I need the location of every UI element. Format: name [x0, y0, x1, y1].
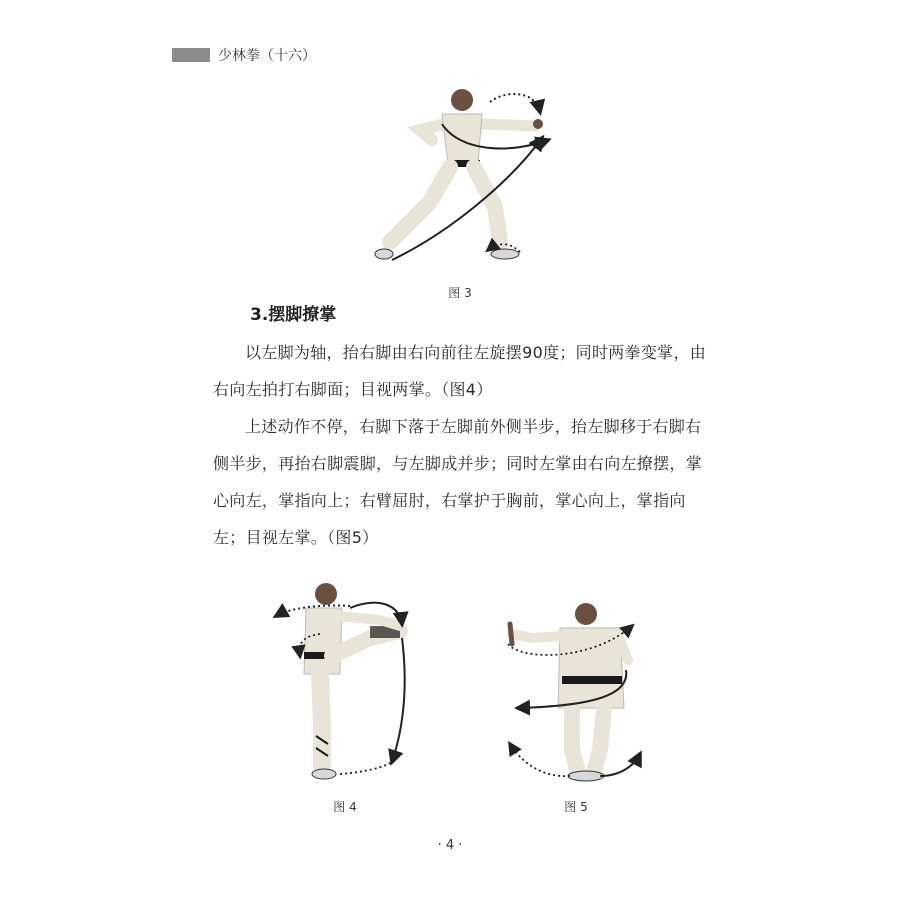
figure-5-illustration: [500, 600, 650, 785]
head: [451, 89, 473, 111]
paragraph-2: 上述动作不停，右脚下落于左脚前外侧半步，抬左脚移于右脚右侧半步，再抬右脚震脚，与左脚成并步；同时左掌由右向左撩摆，掌心向左，掌指向上；右臂屈肘，右掌护于胸前，掌心向上，掌指向左；目视左掌。（图5）: [213, 417, 703, 547]
header-bar: [172, 48, 210, 62]
figure-5-caption: 图 5: [564, 800, 588, 814]
figure-3-photo: [370, 82, 560, 272]
running-header: [172, 44, 316, 66]
section-title: 3.摆脚撩掌: [250, 305, 337, 325]
figure-3-caption: 图 3: [448, 286, 472, 300]
figure-5-photo: [500, 600, 650, 785]
paragraph-1: 以左脚为轴，抬右脚由右向前往左旋摆90度；同时两拳变掌，由右向左拍打右脚面；目视两掌。（图4）: [213, 343, 707, 399]
figure-4-caption: 图 4: [333, 800, 357, 814]
figure-4-illustration: [270, 576, 430, 786]
figure-4-photo: [270, 576, 430, 786]
figure-3-illustration: [370, 82, 560, 272]
page-number: · 4 ·: [437, 838, 463, 853]
header-title: 少林拳（十六）: [218, 48, 316, 64]
